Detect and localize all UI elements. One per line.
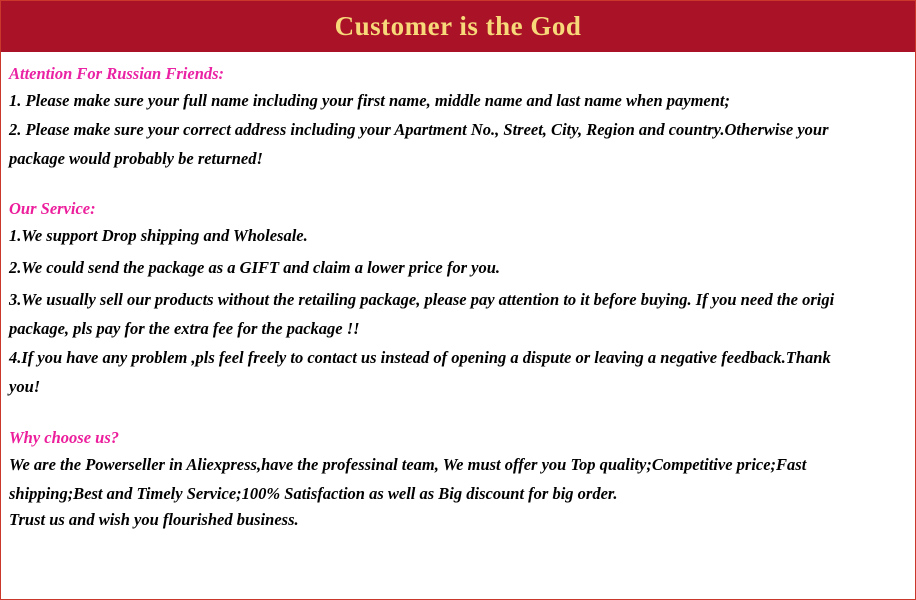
attention-line-2: 2. Please make sure your correct address including your Apartment No., Street, City, Region and country.Otherwise your	[9, 120, 829, 140]
section-why-choose-us	[9, 426, 907, 533]
service-line-4: 4.If you have any problem ,pls feel freely to contact us instead of opening a dispute or leaving a negative feedback.Thank	[9, 347, 831, 367]
attention-line-3: package would probably be returned!	[9, 148, 263, 168]
section-heading-attention: Attention For Russian Friends:	[9, 64, 225, 83]
why-line-2: shipping;Best and Timely Service;100% Satisfaction as well as Big discount for big order.	[9, 483, 618, 503]
section-our-service	[9, 197, 907, 400]
service-line-3: 3.We usually sell our products without the retailing package, please pay attention to it before buying. If you need the origi	[9, 290, 835, 310]
attention-line-1: 1. Please make sure your full name including your first name, middle name and last name when payment;	[9, 91, 730, 111]
service-line-1: 1.We support Drop shipping and Wholesale.	[9, 226, 308, 246]
service-line-2: 2.We could send the package as a GIFT and claim a lower price for you.	[9, 258, 501, 278]
section-heading-our-service: Our Service:	[9, 198, 96, 218]
document-body	[1, 52, 915, 532]
section-spacer-2	[9, 400, 907, 426]
section-attention	[9, 62, 907, 175]
section-spacer-1	[9, 175, 907, 197]
section-heading-why-choose-us: Why choose us?	[9, 427, 120, 447]
why-line-3: Trust us and wish you flourished business.	[9, 509, 299, 529]
page-title: Customer is the God	[334, 11, 582, 41]
why-line-1: We are the Powerseller in Aliexpress,have the professinal team, We must offer you Top quality;Competitive price;Fast	[9, 454, 807, 474]
document-banner	[1, 1, 915, 52]
service-line-4-cont: you!	[9, 376, 41, 396]
service-line-3-cont: package, pls pay for the extra fee for the package !!	[9, 319, 360, 339]
